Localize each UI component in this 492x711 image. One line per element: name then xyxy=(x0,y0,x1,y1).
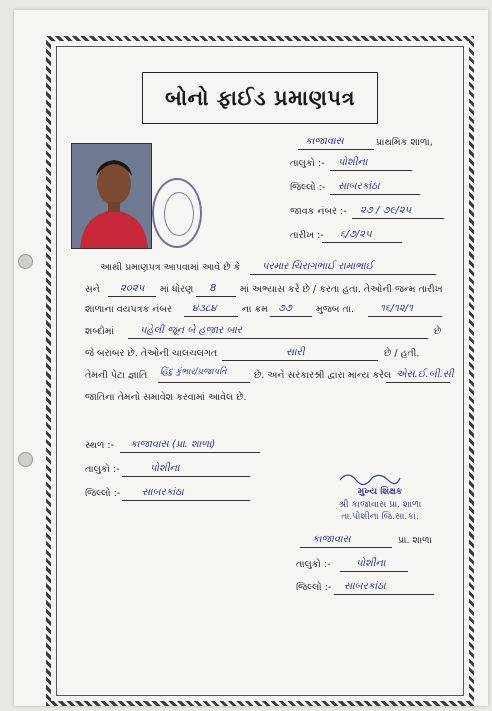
district2-value: સાબરકાંઠા xyxy=(142,487,184,498)
birth-date-words-line xyxy=(128,338,428,339)
school-name-value: કાજાવાસ xyxy=(305,136,344,147)
outward-number-value: ૨૭ / ૭૯/૨૫ xyxy=(360,205,412,216)
conduct-line xyxy=(222,360,378,361)
category-value: એસ.ઈ.બી.સી xyxy=(396,369,454,380)
taluka-label: તાલુકો :- xyxy=(290,158,325,169)
school-seal-stamp xyxy=(152,178,202,248)
taluka2-label: તાલુકો :- xyxy=(85,464,120,475)
standard-line xyxy=(196,296,236,297)
district-label: જિલ્લો :- xyxy=(290,182,326,193)
footer-district-value: સાબરકાંઠા xyxy=(344,581,386,592)
body-line2-text-a: સને xyxy=(85,284,100,295)
signature-title: મુખ્ય શિક્ષક xyxy=(357,487,403,497)
footer-district-label: જિલ્લો :- xyxy=(296,582,332,593)
caste-line xyxy=(158,382,250,383)
birth-date-value: ૧૬/૧૨/૧ xyxy=(380,303,413,314)
body-line3-text-c: મુજબ તા. xyxy=(316,304,354,315)
school-type-label: પ્રાથમિક શાળા, xyxy=(376,137,433,148)
year-value: ૨૦૨૫ xyxy=(120,283,145,294)
footer-school-value: કાજાવાસ xyxy=(312,534,351,545)
body-line3-text-b: ના ક્રમ xyxy=(242,304,268,315)
register-number-value: ૪૩૮૪ xyxy=(192,303,217,314)
taluka-line xyxy=(330,170,412,171)
footer-district-line xyxy=(334,594,434,595)
body-line4-text-a: શબ્દોમાં xyxy=(85,326,114,337)
student-photo xyxy=(71,143,152,249)
district-value: સાબરકાંઠા xyxy=(338,181,380,192)
footer-taluka-value: પોશીના xyxy=(356,558,386,569)
year-line xyxy=(108,296,156,297)
outward-number-line xyxy=(352,218,444,219)
student-name-value: પરમાર ચિરાગભાઈ રામાભાઈ xyxy=(262,261,374,272)
place-line xyxy=(120,452,260,453)
register-number-line xyxy=(184,316,238,317)
school-name-line xyxy=(298,149,374,150)
taluka2-line xyxy=(122,476,250,477)
signature-address: તા.પોશીના જિ.સા.કાં. xyxy=(341,512,419,522)
caste-value: હિંદુ કુંભાર/પ્રજાપતિ xyxy=(160,367,227,377)
body-line2-text-b: માં ધોરણ xyxy=(160,284,194,295)
body-line2-text-c: માં અભ્યાસ કરે છે / કરતા હતા. તેઓની જન્મ તારીખ xyxy=(240,284,443,295)
date-label: તારીખ :- xyxy=(290,230,324,241)
serial-value: ૭૭ xyxy=(278,303,292,314)
punch-hole-bottom xyxy=(18,452,33,467)
serial-line xyxy=(270,316,312,317)
body-line3-text-a: શાળાના વયપત્રક નંબર xyxy=(85,304,172,315)
place-value: કાજાવાસ (પ્રા. શાળા) xyxy=(130,439,216,450)
birth-date-line xyxy=(368,316,442,317)
footer-taluka-line xyxy=(340,571,408,572)
date-line xyxy=(322,242,402,243)
district-line xyxy=(330,194,420,195)
place-label: સ્થળ :- xyxy=(85,440,115,451)
certificate-title: બોનો ફાઈડ પ્રમાણપત્ર xyxy=(142,72,378,124)
date-value: ૬/૭/૨૫ xyxy=(340,229,372,240)
body-line5-text-b: છે / હતી. xyxy=(384,348,420,359)
body-line1-text: આથી પ્રમાણપત્ર આપવામાં આવે છે કે xyxy=(100,262,241,273)
punch-hole-top xyxy=(18,254,33,269)
footer-taluka-label: તાલુકો :- xyxy=(296,559,331,570)
category-line xyxy=(386,382,450,383)
body-line4-text-b: છે xyxy=(434,326,442,337)
district2-line xyxy=(122,500,250,501)
standard-value: 8 xyxy=(210,283,217,294)
student-photo-image xyxy=(72,144,152,249)
signature-school: શ્રી કાજાવાસ પ્રા. શાળા xyxy=(338,500,422,510)
taluka-value: પોશીના xyxy=(338,157,368,168)
signature-scribble xyxy=(338,468,402,488)
body-line7-text: જાતિના તેમનો સમાવેશ કરવામાં આવેલ છે. xyxy=(85,392,247,403)
outward-number-label: જાવક નંબર :- xyxy=(290,206,347,217)
footer-school-line xyxy=(300,547,392,548)
taluka2-value: પોશીના xyxy=(150,463,180,474)
district2-label: જિલ્લો :- xyxy=(85,488,121,499)
body-line6-text-a: તેમની પેટા જ્ઞાતિ xyxy=(85,370,148,381)
body-line6-text-b: છે. અને સરકારશ્રી દ્વારા માન્ય કરેલ xyxy=(254,370,392,381)
birth-date-words-value: પહેલી જૂન બે હજાર બાર xyxy=(140,325,242,336)
conduct-value: સારી xyxy=(286,347,305,358)
student-name-line xyxy=(250,274,436,275)
body-line5-text-a: જે બરાબર છે. તેઓની ચાલચલગત xyxy=(85,348,218,359)
footer-school-label: પ્રા. શાળા xyxy=(398,535,432,546)
